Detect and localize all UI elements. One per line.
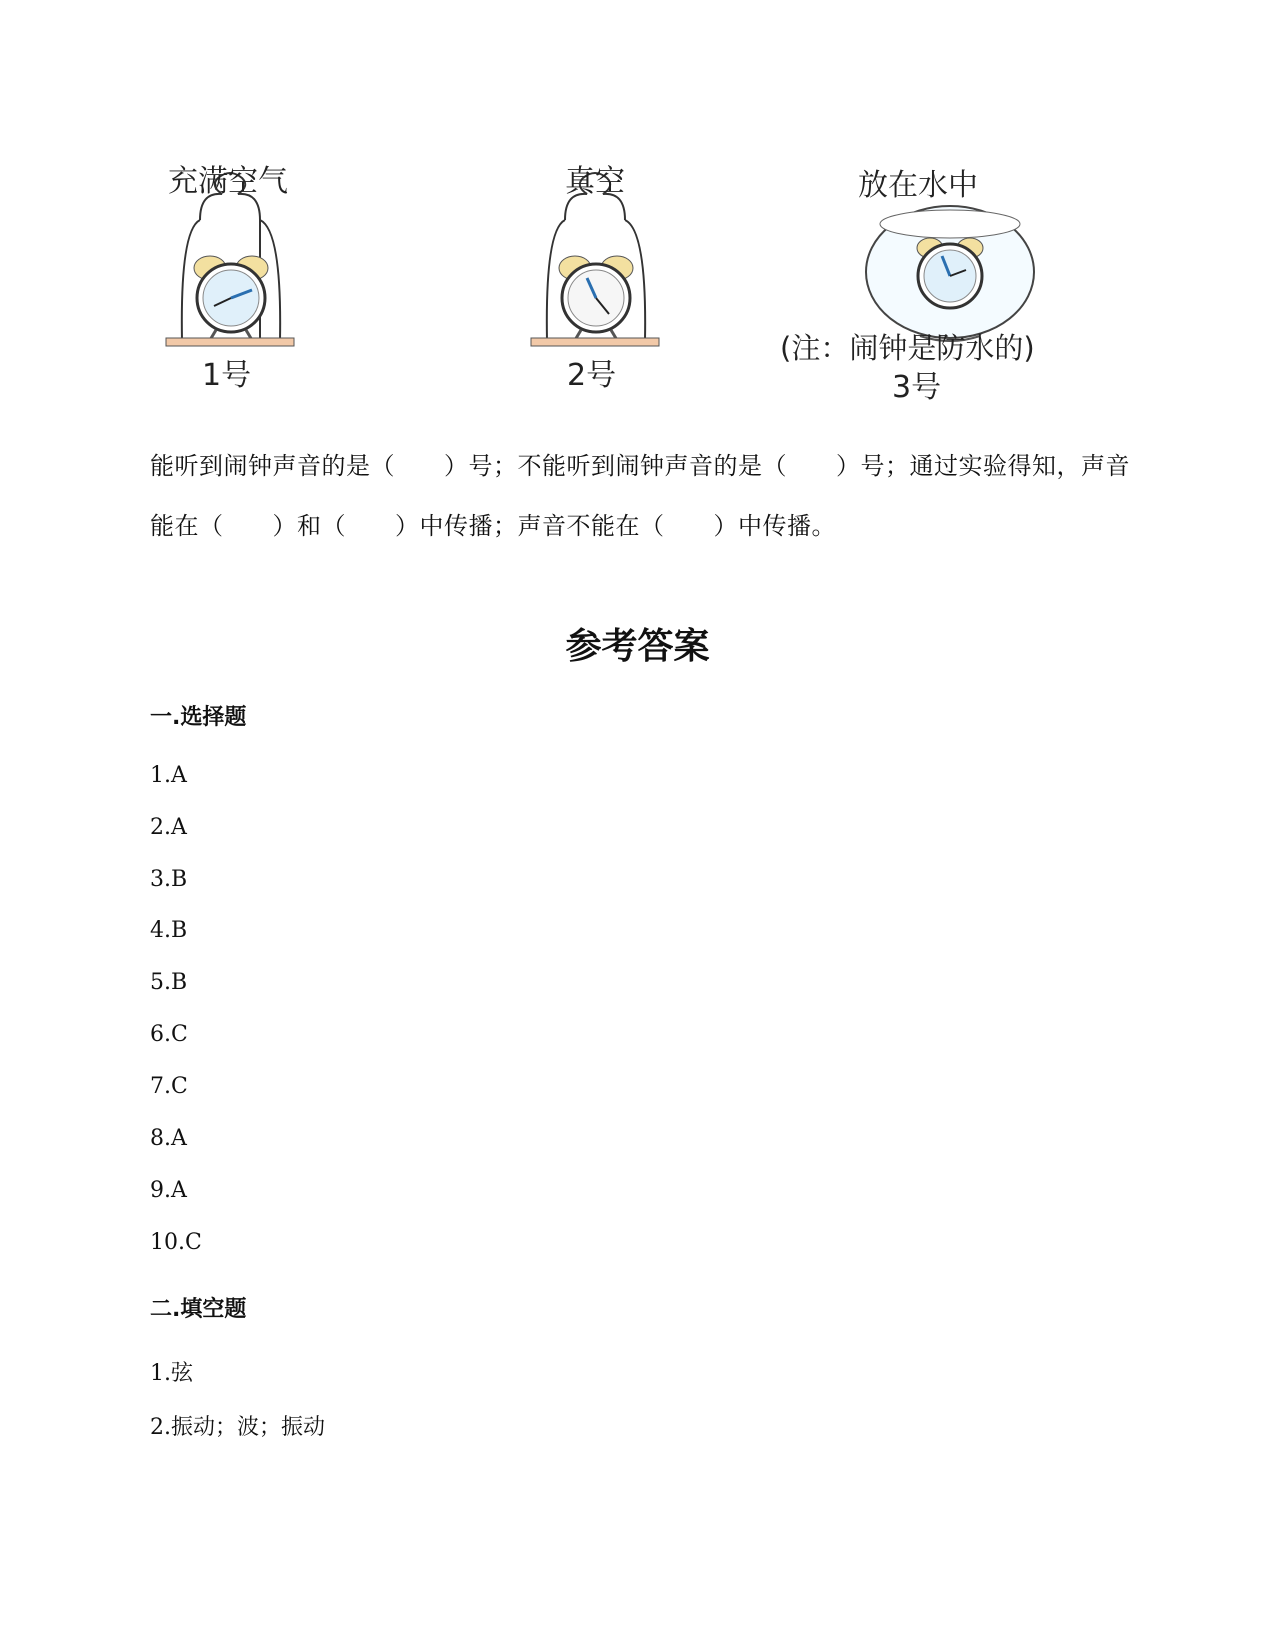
answer-item: 1.弦 (150, 1361, 193, 1386)
question-line-2: 能在（ ）和（ ）中传播；声音不能在（ ）中传播。 (150, 512, 836, 540)
figure-water-bowl (780, 150, 1100, 410)
section-heading-fill: 二.填空题 (150, 1297, 247, 1322)
answer-item: 5.B (150, 970, 188, 995)
answer-item: 4.B (150, 918, 188, 943)
question-line-1: 能听到闹钟声音的是（ ）号；不能听到闹钟声音的是（ ）号；通过实验得知，声音 (150, 452, 1130, 480)
answer-item: 3.B (150, 867, 188, 892)
figure-3-bottom-label: 3号 (892, 370, 942, 405)
answer-item: 6.C (150, 1022, 188, 1047)
answer-title: 参考答案 (565, 626, 710, 667)
answer-item: 9.A (150, 1178, 187, 1203)
answer-item: 1.A (150, 763, 187, 788)
answer-item: 2.振动；波；振动 (150, 1415, 325, 1440)
figure-air-jar (160, 150, 300, 410)
figure-3-top-label: 放在水中 (858, 168, 978, 203)
figure-3-note: (注：闹钟是防水的) (780, 331, 1035, 365)
section-heading-choice: 一.选择题 (150, 705, 247, 730)
figure-2-bottom-label: 2号 (567, 358, 617, 393)
figure-vacuum-jar (525, 150, 665, 410)
figure-2-top-label: 真空 (565, 164, 625, 199)
figure-1-bottom-label: 1号 (202, 358, 252, 393)
answer-item: 10.C (150, 1230, 202, 1255)
answer-item: 2.A (150, 815, 187, 840)
answer-item: 7.C (150, 1074, 188, 1099)
figure-1-top-label: 充满空气 (168, 164, 288, 199)
answer-item: 8.A (150, 1126, 187, 1151)
